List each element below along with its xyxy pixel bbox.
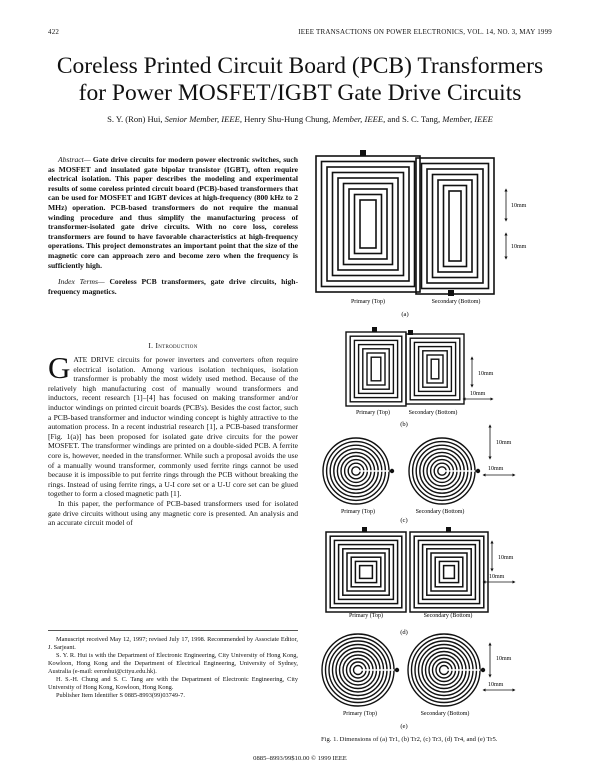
winding-turn (444, 186, 467, 267)
terminal-pad (390, 469, 394, 473)
terminal-pad (476, 469, 480, 473)
footnote-rule (48, 630, 298, 631)
label-b-primary: Primary (Top) (355, 410, 391, 416)
dim-label-a-1: 10mm (511, 203, 527, 209)
terminal-pad (360, 150, 366, 156)
winding-turn (360, 566, 373, 579)
author-3-role: Member, IEEE (442, 114, 493, 124)
winding-turn (359, 345, 394, 394)
panel-b (346, 327, 494, 428)
label-d-primary: Primary (Top) (348, 613, 384, 619)
secondary-winding-a (416, 158, 494, 296)
winding-turn (343, 549, 389, 595)
intro-p1-text: ATE DRIVE circuits for power inverters and converters often require electrical isolation. Among various isolation techniques, isolation transformer is probably the most widely used method. Because of the relatively high manufacturing cost of manually wound transformers and inductors, recent research [1]–[4] has focused on making transformer and/or inductor windings on printed circuit boards (PCB's). Besides the cost factor, such a PCB-based transformer and inductor winding concept is highly attractive to the automation process. In a recent industrial research [1], a PCB-based transformer [Fig. 1(a)] has been proposed for isolated gate drive circuits for the power MOSFET. The transformer windings are printed on a double-sided PCB. A ferrite core is, however, needed in the transformer. While such a proposal avoids the use of a manually wound transformer, commonly used ferrite rings cannot be used because it is impossible to put ferrite rings through the PCB without breaking the rings. Instead of using ferrite rings, a U-I core set or a U-U core set can be glued together to form a closed magnetic path [1]. (48, 355, 298, 499)
tag-a: (a) (401, 311, 409, 318)
label-c-primary: Primary (Top) (340, 509, 376, 515)
figure-1 (308, 150, 558, 732)
winding-turn (334, 540, 397, 603)
winding-turn (431, 359, 439, 379)
footnote-received: Manuscript received May 12, 1997; revised July 17, 1998. Recommended by Associate Editor, J. Sarjeant. (48, 636, 298, 651)
section-heading (48, 341, 298, 350)
winding-turn (355, 195, 382, 254)
intro-paragraph-2: In this paper, the performance of PCB-based transformers used for isolated gate drive circuits without using any magnetic core is presented. An analysis and an accurate circuit model of (48, 498, 298, 528)
page-number: 422 (48, 28, 60, 36)
winding-turn (360, 200, 376, 248)
primary-winding-b (346, 327, 406, 406)
footnote-publisher-id: Publisher Item Identifier S 0885-8993(99)03749-7. (56, 692, 185, 699)
terminal-pad (481, 668, 485, 672)
winding-turn (431, 553, 467, 591)
winding-turn (418, 540, 479, 603)
author-2: Henry Shu-Hung Chung, (244, 114, 331, 124)
winding-turn (316, 156, 420, 292)
footnotes (48, 636, 298, 700)
label-d-secondary: Secondary (Bottom) (423, 613, 473, 619)
winding-turn (355, 561, 376, 582)
terminal-pad (362, 527, 367, 532)
winding-turn (322, 162, 415, 287)
winding-turn (410, 338, 460, 400)
intro-body (48, 350, 298, 528)
abstract-text: Gate drive circuits for modern power electronic switches, such as MOSFET and insulated gate bipolar transistor (IGBT), often require electrical isolation. This paper describes the modeling and experimental results of some coreless printed circuit board (PCB)-based transformers that can be used for MOSFET and IGBT devices at high-frequency (800 kHz to 2 MHz) operation. PCB-based transformers do not require the manual winding procedure and thus simplify the manufacturing process of transformer-isolated gate drive circuits. With no core loss, coreless transformers are found to have favorable characteristics at high-frequency operations. This project demonstrates an important point that the size of the magnetic core can approach zero and become zero when the frequency is sufficiently high. (48, 155, 298, 270)
winding-turn (344, 184, 393, 265)
panel-a (316, 150, 527, 318)
author-3: and S. C. Tang, (387, 114, 441, 124)
winding-turn (338, 178, 398, 270)
secondary-winding-c (409, 438, 480, 504)
author-list (0, 114, 600, 124)
winding-turn (347, 553, 385, 591)
author-2-role: Member, IEEE, (332, 114, 386, 124)
label-e-primary: Primary (Top) (342, 711, 378, 717)
winding-turn (444, 566, 455, 579)
dim-label-b-2: 10mm (470, 391, 486, 397)
panel-c (323, 426, 514, 524)
copyright-footer: 0885–8993/99$10.00 © 1999 IEEE (253, 755, 347, 762)
abstract (48, 155, 298, 270)
terminal-pad (448, 290, 454, 296)
winding-turn (419, 347, 452, 392)
figure-caption: Fig. 1. Dimensions of (a) Tr1, (b) Tr2, (c) Tr3, (d) Tr4, and (e) Tr5. (321, 736, 498, 743)
winding-turn (433, 175, 478, 278)
index-terms-text: Coreless PCB transformers, gate drive circuits, high-frequency magnetics. (48, 277, 298, 296)
primary-winding-e (322, 634, 399, 706)
label-a-primary: Primary (Top) (350, 299, 386, 305)
primary-winding-d (326, 527, 406, 612)
title-line-1: Coreless Printed Circuit Board (PCB) Transformers (56, 53, 544, 79)
author-1: S. Y. (Ron) Hui, (107, 114, 163, 124)
dim-label-d-2: 10mm (489, 574, 505, 580)
label-c-secondary: Secondary (Bottom) (415, 509, 465, 515)
panel-d (326, 527, 514, 636)
winding-turn (371, 357, 381, 381)
section-title: Introduction (155, 341, 198, 350)
paper-title (0, 53, 600, 107)
secondary-winding-e (408, 634, 485, 706)
footnote-author-1: S. Y. R. Hui is with the Department of Electronic Engineering, City University of Hong Kong, Kowloon, Hong Kong and the Department of Electrical Engineering, University of Sydney, Australia (e-mail: eeronhui@cityu.edu.hk). (48, 652, 298, 675)
abstract-label: Abstract— (58, 155, 91, 164)
dim-label-b-1: 10mm (478, 371, 494, 377)
secondary-winding-b (406, 330, 464, 404)
winding-turn (422, 164, 489, 289)
winding-turn (439, 561, 458, 582)
terminal-pad (372, 327, 377, 332)
dim-label-e-2: 10mm (488, 682, 504, 688)
index-terms-label: Index Terms— (58, 277, 105, 287)
primary-winding-a (316, 150, 420, 292)
dim-label-c-2: 10mm (488, 466, 504, 472)
panel-e (322, 634, 514, 730)
journal-header: IEEE TRANSACTIONS ON POWER ELECTRONICS, VOL. 14, NO. 3, MAY 1999 (298, 28, 552, 36)
label-b-secondary: Secondary (Bottom) (408, 410, 458, 416)
index-terms (48, 277, 298, 296)
winding-turn (414, 536, 484, 608)
dim-label-e-1: 10mm (496, 656, 512, 662)
label-a-secondary: Secondary (Bottom) (431, 299, 481, 305)
label-e-secondary: Secondary (Bottom) (420, 711, 470, 717)
intro-paragraph-1 (48, 350, 298, 499)
tag-c: (c) (400, 517, 408, 524)
tag-b: (b) (400, 421, 408, 428)
abstract-block (48, 155, 298, 296)
terminal-pad (395, 668, 399, 672)
dim-label-a-2: 10mm (511, 244, 527, 250)
tag-d: (d) (400, 629, 408, 636)
winding-turn (449, 191, 461, 261)
secondary-winding-d (410, 527, 488, 612)
primary-winding-c (323, 438, 394, 504)
terminal-pad (408, 330, 413, 335)
drop-cap: G (48, 350, 71, 385)
section-numeral: I. (148, 341, 154, 350)
author-1-role: Senior Member, IEEE, (164, 114, 242, 124)
tag-e: (e) (400, 723, 408, 730)
footnote-authors-2-3: H. S.-H. Chung and S. C. Tang are with the Department of Electronic Engineering, City University of Hong Kong, Kowloon, Hong Kong. (48, 676, 298, 691)
winding-turn (427, 549, 471, 595)
winding-turn (330, 536, 402, 608)
title-line-2: for Power MOSFET/IGBT Gate Drive Circuits (78, 80, 522, 106)
dim-label-d-1: 10mm (498, 555, 514, 561)
terminal-pad (446, 527, 451, 532)
dim-label-c-1: 10mm (496, 440, 512, 446)
